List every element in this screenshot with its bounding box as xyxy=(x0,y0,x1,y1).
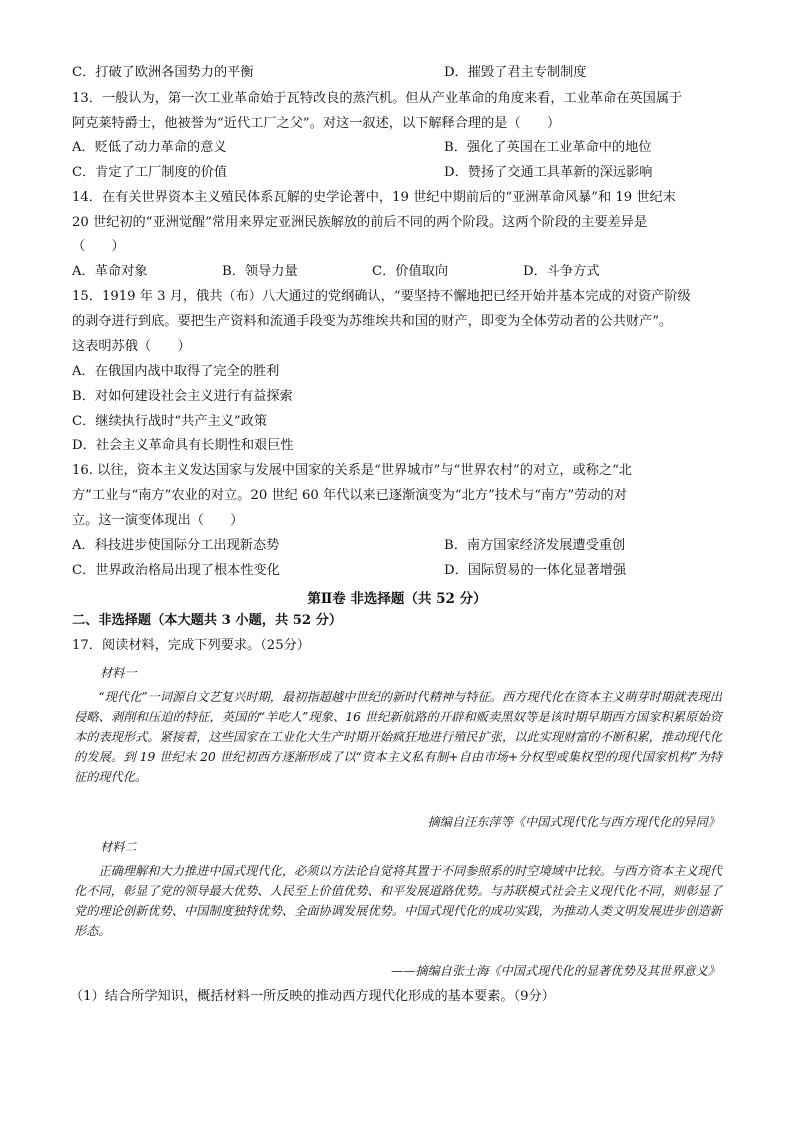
q14-option-d[interactable]: D．斗争方式 xyxy=(523,264,600,279)
q15-option-a[interactable]: A．在俄国内战中取得了完全的胜利 xyxy=(72,364,280,379)
q13-option-c[interactable]: C．肯定了工厂制度的价值 xyxy=(72,165,228,180)
material2-text: 正确理解和大力推进中国式现代化，必须以方法论自觉将其置于不同参照系的时空境域中比较。与西方资本主义现代化不同，彰显了党的领导最大优势、人民至上价值优势、和平发展道路优势。与苏联模式社会主义现代化不同，则彰显了党的理论创新优势、中国制度独特优势、全面协调发展优势。中国式现代化的成功实践，为推动人类文明发展进步创造新形态。 xyxy=(74,864,722,938)
material1-title: 材料一 xyxy=(100,666,137,680)
material2-source: ——摘编自张士海《中国式现代化的显著优势及其世界意义》 xyxy=(390,964,720,978)
q13-option-b[interactable]: B．强化了英国在工业革命中的地位 xyxy=(444,140,652,155)
q14-stem-line1: 14．在有关世界资本主义殖民体系瓦解的史学论著中，19 世纪中期前后的“亚洲革命风暴”和 19 世纪末 xyxy=(72,190,676,205)
q14-stem-line2: 20 世纪初的“亚洲觉醒”常用来界定亚洲民族解放的前后不同的两个阶段。这两个阶段的主要差异是 xyxy=(72,215,648,230)
q15-option-d[interactable]: D．社会主义革命具有长期性和艰巨性 xyxy=(72,438,294,453)
section-title: 第Ⅱ卷 非选择题（共 52 分） xyxy=(307,591,487,607)
q16-option-a[interactable]: A．科技进步使国际分工出现新态势 xyxy=(72,538,280,553)
q16-option-d[interactable]: D．国际贸易的一体化显著增强 xyxy=(444,563,627,578)
q14-option-b[interactable]: B．领导力量 xyxy=(222,264,298,279)
q14-stem-line3: （ ） xyxy=(72,239,125,254)
q13-option-d[interactable]: D．赞扬了交通工具革新的深远影响 xyxy=(444,165,653,180)
q13-option-a[interactable]: A．贬低了动力革命的意义 xyxy=(72,140,227,155)
q15-stem-line3: 这表明苏俄（ ） xyxy=(72,339,191,354)
q17-intro: 17．阅读材料，完成下列要求。（25分） xyxy=(72,638,310,653)
q16-option-b[interactable]: B．南方国家经济发展遭受重创 xyxy=(444,538,626,553)
q15-stem-line2: 的剥夺进行到底。要把生产资料和流通手段变为苏维埃共和国的财产，即变为全体劳动者的公共财产”。 xyxy=(72,314,673,329)
material2-title: 材料二 xyxy=(100,840,137,854)
q16-stem-line1: 16. 以往，资本主义发达国家与发展中国家的关系是“世界城市”与“世界农村”的对立，或称之“北 xyxy=(72,463,632,478)
part2-heading: 二、非选择题（本大题共 3 小题，共 52 分） xyxy=(72,613,343,628)
material1-body xyxy=(74,687,722,787)
q12-option-c[interactable]: C．打破了欧洲各国势力的平衡 xyxy=(72,65,254,80)
q14-option-c[interactable]: C．价值取向 xyxy=(372,264,449,279)
material1-source: 摘编自汪东萍等《中国式现代化与西方现代化的异同》 xyxy=(427,815,720,829)
q13-stem-line2: 阿克莱特爵士，他被誉为“近代工厂之父”。对这一叙述，以下解释合理的是（ ） xyxy=(72,116,561,131)
material1-text: “现代化”一词源自文艺复兴时期，最初指超越中世纪的新时代精神与特征。西方现代化在资本主义萌芽时期就表现出侵略、剥削和压迫的特征，英国的“羊吃人”现象、16 世纪新航路的开辟和贩卖黑奴等是该时期早期西方国家积累原始资本的表现形式。紧接着，这些国家在工业化大生产时期开始疯狂地进行殖民扩张，以此实现财富的不断积累，推动现代化的发展。到 19 世纪末 20 世纪初西方逐渐形成了以“资本主义私有制+自由市场+分权型或集权型的现代国家机构”为特征的现代化。 xyxy=(74,690,722,784)
q15-option-b[interactable]: B．对如何建设社会主义进行有益探索 xyxy=(72,389,293,404)
q12-option-d[interactable]: D．摧毁了君主专制制度 xyxy=(444,65,587,80)
q16-stem-line2: 方”工业与“南方”农业的对立。20 世纪 60 年代以来已逐渐演变为“北方”技术与“南方”劳动的对 xyxy=(72,488,627,503)
q14-option-a[interactable]: A．革命对象 xyxy=(72,264,148,279)
material2-body xyxy=(74,861,722,941)
q13-stem-line1: 13．一般认为，第一次工业革命始于瓦特改良的蒸汽机。但从产业革命的角度来看，工业革命在英国属于 xyxy=(72,91,683,106)
q16-option-c[interactable]: C．世界政治格局出现了根本性变化 xyxy=(72,563,280,578)
q17-sub1: （1）结合所学知识，概括材料一所反映的推动西方现代化形成的基本要素。（9分） xyxy=(70,989,555,1004)
q15-stem-line1: 15．1919 年 3 月，俄共（布）八大通过的党纲确认，“要坚持不懈地把已经开始并基本完成的对资产阶级 xyxy=(72,289,691,304)
q16-stem-line3: 立。这一演变体现出（ ） xyxy=(72,513,244,528)
q15-option-c[interactable]: C．继续执行战时“共产主义”政策 xyxy=(72,414,268,429)
